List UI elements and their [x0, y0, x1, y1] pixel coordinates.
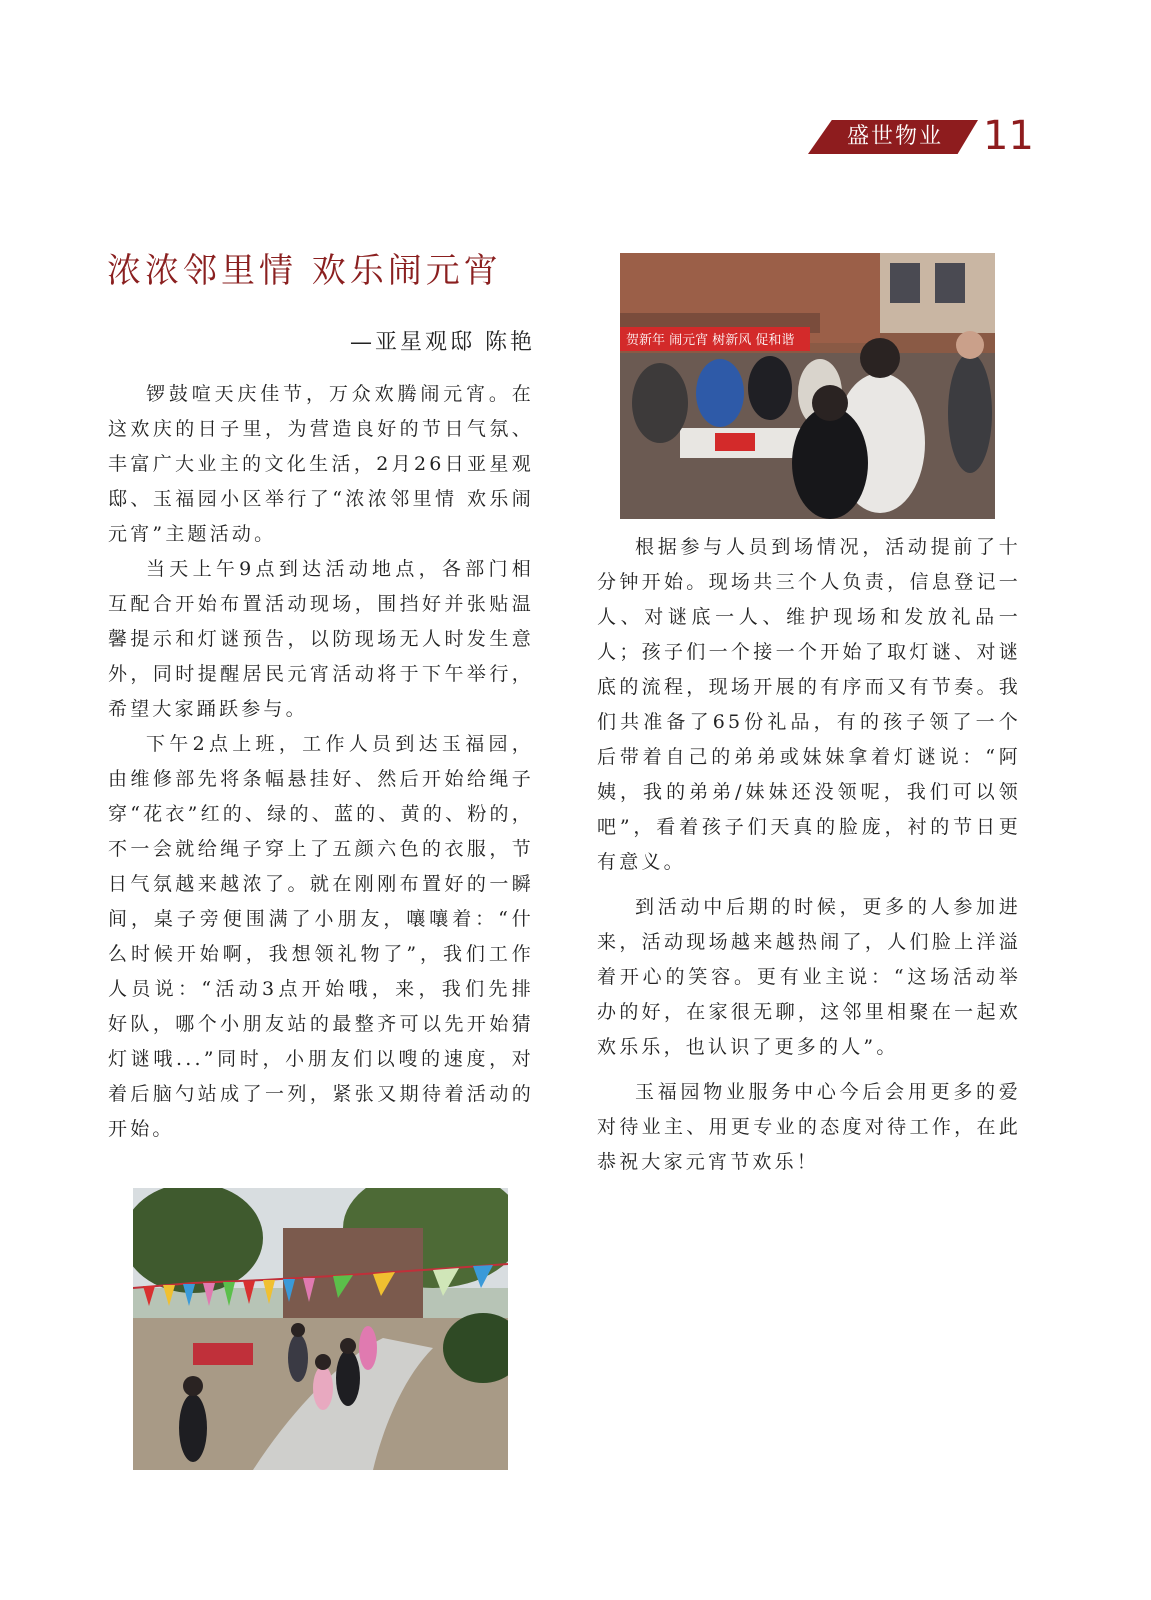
- right-column: [597, 530, 1021, 1180]
- article-title: 浓浓邻里情 欢乐闹元宵: [107, 251, 502, 291]
- paragraph: 根据参与人员到场情况，活动提前了十分钟开始。现场共三个人负责，信息登记一人、对谜底一人、维护现场和发放礼品一人；孩子们一个接一个开始了取灯谜、对谜底的流程，现场开展的有序而又有节奏。我们共准备了65份礼品，有的孩子领了一个后带着自己的弟弟或妹妹拿着灯谜说：“阿姨，我的弟弟/妹妹还没领呢，我们可以领吧”，看着孩子们天真的脸庞，衬的节日更有意义。: [597, 536, 1021, 873]
- paragraph: 锣鼓喧天庆佳节，万众欢腾闹元宵。在这欢庆的日子里，为营造良好的节日气氛、丰富广大业主的文化生活，2月26日亚星观邸、玉福园小区举行了“浓浓邻里情 欢乐闹元宵”主题活动。: [108, 383, 534, 545]
- page-number: 11: [983, 113, 1034, 159]
- paragraph: 到活动中后期的时候，更多的人参加进来，活动现场越来越热闹了，人们脸上洋溢着开心的笑容。更有业主说：“这场活动举办的好，在家很无聊，这邻里相聚在一起欢欢乐乐，也认识了更多的人”。: [597, 896, 1021, 1058]
- paragraph: 下午2点上班，工作人员到达玉福园，由维修部先将条幅悬挂好、然后开始给绳子穿“花衣”红的、绿的、蓝的、黄的、粉的，不一会就给绳子穿上了五颜六色的衣服，节日气氛越来越浓了。就在刚刚布置好的一瞬间，桌子旁便围满了小朋友，嚷嚷着：“什么时候开始啊，我想领礼物了”，我们工作人员说：“活动3点开始哦，来，我们先排好队，哪个小朋友站的最整齐可以先开始猜灯谜哦...”同时，小朋友们以嗖的速度，对着后脑勺站成了一列，紧张又期待着活动的开始。: [108, 733, 534, 1140]
- section-label: 盛世物业: [846, 124, 943, 149]
- left-column: [108, 377, 534, 1147]
- paragraph: 当天上午9点到达活动地点，各部门相互配合开始布置活动现场，围挡好并张贴温馨提示和灯谜预告，以防现场无人时发生意外，同时提醒居民元宵活动将于下午举行，希望大家踊跃参与。: [108, 558, 534, 720]
- event-photo-courtyard-bunting: [133, 1188, 508, 1470]
- paragraph: 玉福园物业服务中心今后会用更多的爱对待业主、用更专业的态度对待工作，在此恭祝大家元宵节欢乐！: [597, 1081, 1021, 1173]
- article-byline: —亚星观邸 陈艳: [350, 330, 535, 355]
- photo-banner-text: 贺新年 闹元宵 树新风 促和谐: [626, 333, 795, 348]
- event-photo-riddle-table: [620, 253, 995, 519]
